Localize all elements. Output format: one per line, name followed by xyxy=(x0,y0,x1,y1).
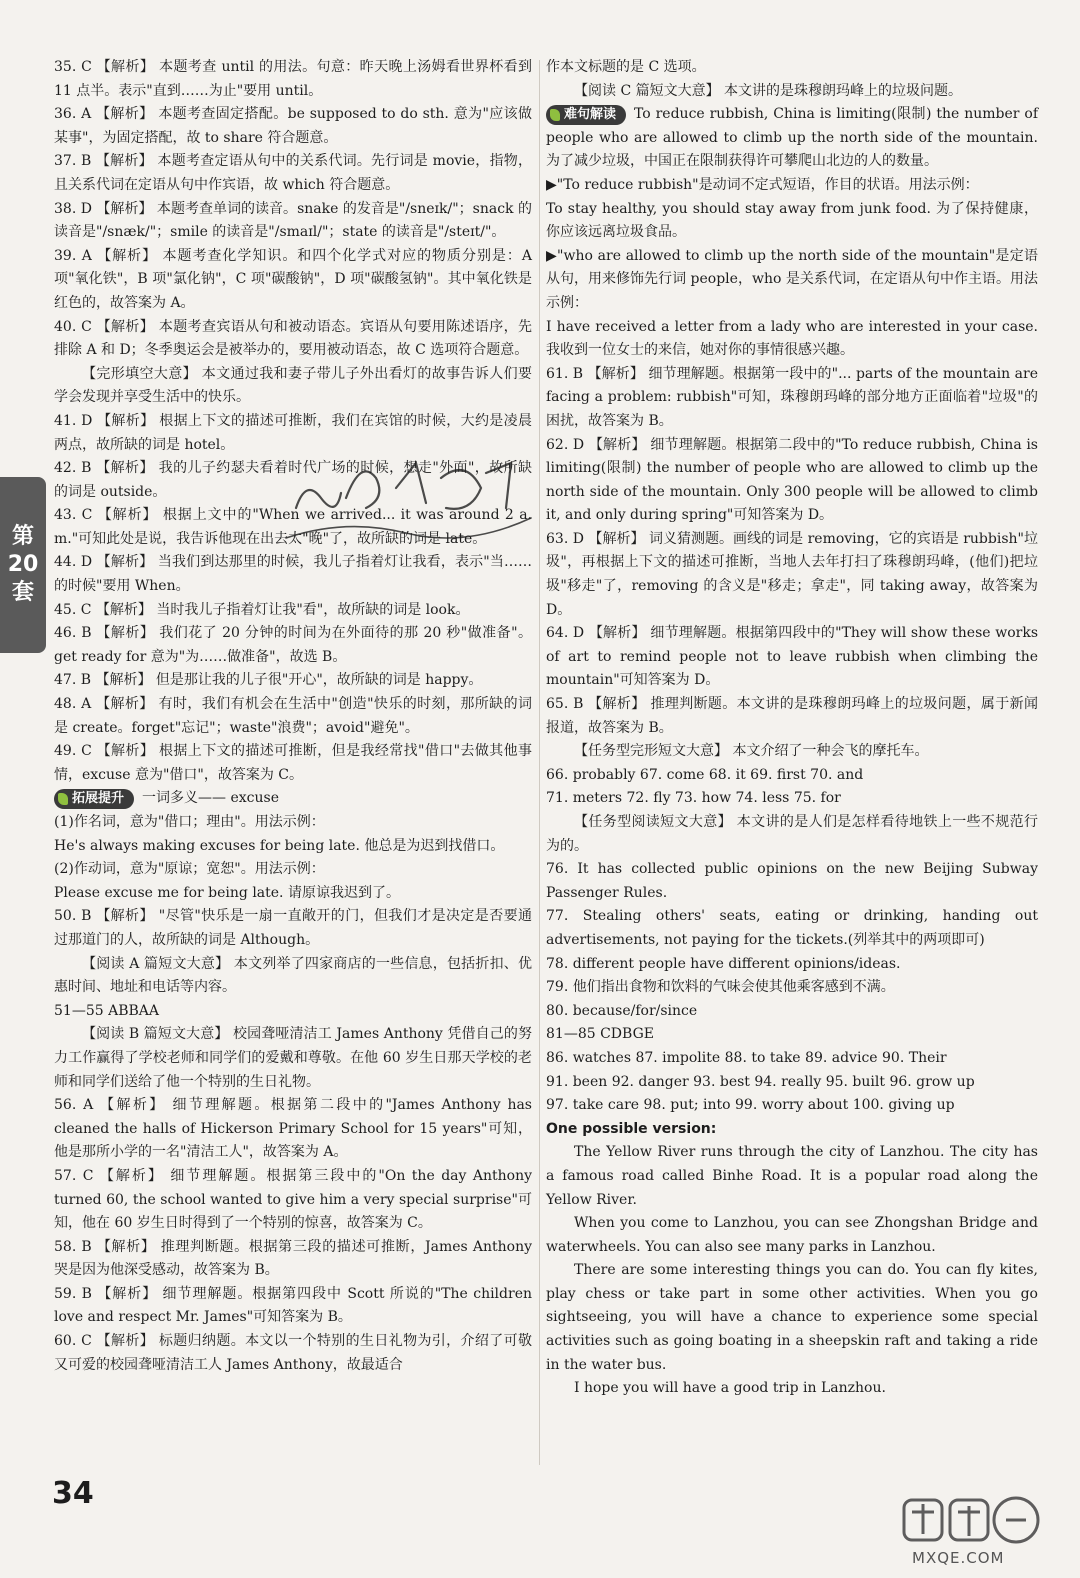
left-paragraph xyxy=(54,363,532,410)
left-paragraph xyxy=(54,1094,532,1165)
paragraph-text: 50. B 【解析】 "尽管"快乐是一扇一直敞开的门，但我们才是决定是否要通过那道门的人，故所缺的词是 Although。 xyxy=(54,908,532,948)
paragraph-text: The Yellow River runs through the city of Lanzhou. The city has a famous road called Binhe Road. It is a popular road along the Yellow River. xyxy=(546,1144,1038,1208)
paragraph-text: 62. D 【解析】 细节理解题。根据第二段中的"To reduce rubbish, China is limiting(限制) the number of people who are allowed to climb up the north side of the mountain. Only 300 people will be allowed to climb it, and only during spring"可知答案为 D。 xyxy=(546,436,1038,524)
paragraph-text: 77. Stealing others' seats, eating or drinking, handing out advertisements, not paying for the tickets.(列举其中的两项即可) xyxy=(546,908,1038,948)
right-paragraph xyxy=(546,976,1038,1000)
right-paragraph xyxy=(546,174,1038,198)
right-paragraph xyxy=(546,1212,1038,1259)
paragraph-text: 58. B 【解析】 推理判断题。根据第三段的描述可推断，James Anthony 哭是因为他深受感动，故答案为 B。 xyxy=(54,1238,532,1279)
right-paragraph xyxy=(546,905,1038,952)
right-paragraph xyxy=(546,1118,1038,1142)
paragraph-text: 71. meters 72. fly 73. how 74. less 75. for xyxy=(546,790,841,807)
left-column xyxy=(54,56,532,1377)
paragraph-text: 36. A 【解析】 本题考查固定搭配。be supposed to do sth. 意为"应该做某事"，为固定搭配，故 to share 符合题意。 xyxy=(54,106,532,146)
paragraph-text: 86. watches 87. impolite 88. to take 89. advice 90. Their xyxy=(546,1049,947,1066)
paragraph-text: 39. A 【解析】 本题考查化学知识。和四个化学式对应的物质分别是：A 项"氧化铁"，B 项"氯化钠"，C 项"碳酸钠"，D 项"碳酸氢钠"。其中氧化铁是红色的，故答案为 A。 xyxy=(54,247,532,311)
paragraph-text: 79. 他们指出食物和饮料的气味会使其他乘客感到不满。 xyxy=(546,979,895,996)
paragraph-text: 60. C 【解析】 标题归纳题。本文以一个特别的生日礼物为引，介绍了可敬又可爱的校园聋哑清洁工人 James Anthony，故最适合 xyxy=(54,1333,532,1373)
paragraph-text: 56. A 【解析】 细节理解题。根据第二段中的"James Anthony has cleaned the halls of Hickerson Primary School for 15 years"可知，他是那所小学的一名"清洁工人"，故答案为 A。 xyxy=(54,1097,532,1161)
paragraph-text: He's always making excuses for being late. 他总是为迟到找借口。 xyxy=(54,837,505,854)
paragraph-text: 【完形填空大意】 本文通过我和妻子带儿子外出看灯的故事告诉人们要学会发现并享受生活中的快乐。 xyxy=(54,365,532,406)
right-paragraph xyxy=(546,363,1038,434)
paragraph-text: 61. B 【解析】 细节理解题。根据第一段中的"... parts of the mountain are facing a problem: rubbish"可知，珠穆朗玛峰的部分地方正面临着"垃圾"的困扰，故答案为 B。 xyxy=(546,365,1038,429)
right-paragraph xyxy=(546,1047,1038,1071)
right-paragraph xyxy=(546,80,1038,104)
paragraph-text: 37. B 【解析】 本题考查定语从句中的关系代词。先行词是 movie，指物，且关系代词在定语从句中作宾语，故 which 符合题意。 xyxy=(54,153,532,193)
left-paragraph xyxy=(54,316,532,363)
paragraph-text: 59. B 【解析】 细节理解题。根据第四段中 Scott 所说的"The children love and respect Mr. James"可知答案为 B。 xyxy=(54,1285,532,1326)
paragraph-text: 43. C 【解析】 根据上文中的"When we arrived... it was around 2 a. m."可知此处是说，我告诉他现在出去太"晚"了，故所缺的词是 late。 xyxy=(54,507,532,547)
left-paragraph xyxy=(54,835,532,859)
section-side-tab xyxy=(0,477,46,653)
paragraph-text: 49. C 【解析】 根据上下文的描述可推断，但是我经常找"借口"去做其他事情，excuse 意为"借口"，故答案为 C。 xyxy=(54,743,532,783)
left-paragraph xyxy=(54,1236,532,1283)
paragraph-text: 【任务型完形短文大意】 本文介绍了一种会飞的摩托车。 xyxy=(574,743,929,760)
right-paragraph xyxy=(546,245,1038,316)
paragraph-text: (2)作动词，意为"原谅；宽恕"。用法示例： xyxy=(54,861,325,878)
left-paragraph xyxy=(54,1023,532,1094)
paragraph-text: 一词多义—— excuse xyxy=(142,790,279,807)
left-paragraph xyxy=(54,740,532,787)
right-paragraph xyxy=(546,198,1038,245)
paragraph-text: 81—85 CDBGE xyxy=(546,1026,654,1043)
paragraph-text: 80. because/for/since xyxy=(546,1002,698,1019)
left-paragraph xyxy=(54,622,532,669)
left-paragraph xyxy=(54,1000,532,1024)
paragraph-text: 57. C 【解析】 细节理解题。根据第三段中的"On the day Anthony turned 60, the school wanted to give him a very special surprise"可知，他在 60 岁生日时得到了一个特别的惊喜，故答案为 C。 xyxy=(54,1167,532,1232)
left-paragraph xyxy=(54,599,532,623)
paragraph-text: 38. D 【解析】 本题考查单词的读音。snake 的发音是"/sneɪk/"；snack 的读音是"/snæk/"；smile 的读音是"/smaɪl/"；state 的读音是"/steɪt/"。 xyxy=(54,200,532,241)
right-paragraph xyxy=(546,56,1038,80)
section-badge: 拓展提升 xyxy=(54,789,134,809)
paragraph-text: 作本文标题的是 C 选项。 xyxy=(546,59,706,75)
paragraph-text: To reduce rubbish, China is limiting(限制) the number of people who are allowed to climb up the north side of the mountain. 为了减少垃圾，中国正在限制获得许可攀爬山北边的人的数量。 xyxy=(546,106,1038,170)
paragraph-text: ▶"To reduce rubbish"是动词不定式短语，作目的状语。用法示例： xyxy=(546,176,979,193)
right-paragraph xyxy=(546,1094,1038,1118)
paragraph-text: ▶"who are allowed to climb up the north side of the mountain"是定语从句，用来修饰先行词 people，who 是关系代词，在定语从句中作主语。用法示例： xyxy=(546,247,1038,311)
paragraph-text: 65. B 【解析】 推理判断题。本文讲的是珠穆朗玛峰上的垃圾问题，属于新闻报道，故答案为 B。 xyxy=(546,696,1038,736)
side-tab-line-1: 第 xyxy=(11,524,34,549)
paragraph-text: Please excuse me for being late. 请原谅我迟到了。 xyxy=(54,884,400,901)
paragraph-text: 47. B 【解析】 但是那让我的儿子很"开心"，故所缺的词是 happy。 xyxy=(54,672,483,689)
left-paragraph xyxy=(54,103,532,150)
paragraph-text: 51—55 ABBAA xyxy=(54,1002,159,1019)
left-paragraph xyxy=(54,905,532,952)
paragraph-text: I have received a letter from a lady who are interested in your case. 我收到一位女士的来信，她对你的事情很感兴趣。 xyxy=(546,318,1038,359)
right-paragraph xyxy=(546,103,1038,174)
paragraph-text: 78. different people have different opinions/ideas. xyxy=(546,955,901,972)
right-paragraph xyxy=(546,1259,1038,1377)
left-paragraph xyxy=(54,150,532,197)
right-paragraph xyxy=(546,316,1038,363)
paragraph-text: 46. B 【解析】 我们花了 20 分钟的时间为在外面待的那 20 秒"做准备"。get ready for 意为"为……做准备"，故选 B。 xyxy=(54,625,532,665)
right-paragraph xyxy=(546,811,1038,858)
paragraph-text: 91. been 92. danger 93. best 94. really 95. built 96. grow up xyxy=(546,1073,975,1090)
column-divider xyxy=(539,60,540,1465)
right-paragraph xyxy=(546,1000,1038,1024)
paragraph-text: One possible version: xyxy=(546,1120,717,1137)
left-paragraph xyxy=(54,882,532,906)
side-tab-line-2: 20 xyxy=(7,552,39,577)
paragraph-text: 【阅读 C 篇短文大意】 本文讲的是珠穆朗玛峰上的垃圾问题。 xyxy=(574,82,963,99)
left-paragraph xyxy=(54,811,532,835)
left-paragraph xyxy=(54,1330,532,1377)
left-paragraph xyxy=(54,787,532,811)
right-paragraph xyxy=(546,528,1038,622)
right-paragraph xyxy=(546,740,1038,764)
right-paragraph xyxy=(546,858,1038,905)
right-column xyxy=(546,56,1038,1401)
left-paragraph xyxy=(54,56,532,103)
paragraph-text: 66. probably 67. come 68. it 69. first 70. and xyxy=(546,766,864,783)
paragraph-text: 【任务型阅读短文大意】 本文讲的是人们是怎样看待地铁上一些不规范行为的。 xyxy=(546,814,1038,854)
left-paragraph xyxy=(54,198,532,245)
paragraph-text: 44. D 【解析】 当我们到达那里的时候，我儿子指着灯让我看，表示"当……的时候"要用 When。 xyxy=(54,554,532,595)
side-tab-line-3: 套 xyxy=(11,580,34,605)
right-paragraph xyxy=(546,787,1038,811)
right-paragraph xyxy=(546,764,1038,788)
paragraph-text: 41. D 【解析】 根据上下文的描述可推断，我们在宾馆的时候，大约是凌晨两点，故所缺的词是 hotel。 xyxy=(54,412,532,453)
paragraph-text: (1)作名词，意为"借口；理由"。用法示例： xyxy=(54,814,325,830)
left-paragraph xyxy=(54,858,532,882)
paragraph-text: 97. take care 98. put; into 99. worry about 100. giving up xyxy=(546,1097,955,1114)
watermark-stamp xyxy=(276,418,536,568)
paragraph-text: 76. It has collected public opinions on the new Beijing Subway Passenger Rules. xyxy=(546,861,1038,901)
paragraph-text: 63. D 【解析】 词义猜测题。画线的词是 removing，它的宾语是 rubbish"垃圾"，再根据上下文的描述可推断，当地人去年打扫了珠穆朗玛峰，(他们)把垃圾"移走"了，removing 的含义是"移走；拿走"，同 taking away，故答案为 D。 xyxy=(546,530,1038,618)
paragraph-text: 42. B 【解析】 我的儿子约瑟夫看着时代广场的时候，想走"外面"，故所缺的词是 outside。 xyxy=(54,460,532,500)
right-paragraph xyxy=(546,693,1038,740)
left-paragraph xyxy=(54,245,532,316)
paragraph-text: 【阅读 A 篇短文大意】 本文列举了四家商店的一些信息，包括折扣、优惠时间、地址和电话等内容。 xyxy=(54,955,532,996)
paragraph-text: There are some interesting things you can do. You can fly kites, play chess or take part in some other activities. When you go sightseeing, you will have a chance to experience some special activities such as going boating in a sheepskin raft and taking a ride in the water bus. xyxy=(546,1262,1038,1373)
section-badge: 难句解读 xyxy=(546,105,626,125)
paragraph-text: 48. A 【解析】 有时，我们有机会在生活中"创造"快乐的时刻，那所缺的词是 create。forget"忘记"；waste"浪费"；avoid"避免"。 xyxy=(54,696,532,736)
paragraph-text: 45. C 【解析】 当时我儿子指着灯让我"看"，故所缺的词是 look。 xyxy=(54,601,470,618)
left-paragraph xyxy=(54,1165,532,1236)
paragraph-text: When you come to Lanzhou, you can see Zhongshan Bridge and waterwheels. You can also see many parks in Lanzhou. xyxy=(546,1215,1038,1255)
paragraph-text: 【阅读 B 篇短文大意】 校园聋哑清洁工 James Anthony 凭借自己的努力工作赢得了学校老师和同学们的爱戴和尊敬。在他 60 岁生日那天学校的老师和同学们送给了他一个特别的生日礼物。 xyxy=(54,1026,532,1090)
right-paragraph xyxy=(546,1141,1038,1212)
page-number: 34 xyxy=(52,1476,94,1511)
paragraph-text: 40. C 【解析】 本题考查宾语从句和被动语态。宾语从句要用陈述语序，先排除 A 和 D；冬季奥运会是被举办的，要用被动语态，故 C 选项符合题意。 xyxy=(54,318,532,359)
right-paragraph xyxy=(546,434,1038,528)
left-paragraph xyxy=(54,693,532,740)
right-paragraph xyxy=(546,622,1038,693)
right-paragraph xyxy=(546,1023,1038,1047)
right-paragraph xyxy=(546,953,1038,977)
paragraph-text: I hope you will have a good trip in Lanzhou. xyxy=(574,1380,886,1397)
left-paragraph xyxy=(54,1283,532,1330)
paragraph-text: To stay healthy, you should stay away from junk food. 为了保持健康，你应该远离垃圾食品。 xyxy=(546,200,1038,241)
site-logo-text: MXQE.COM xyxy=(912,1549,1005,1567)
paragraph-text: 35. C 【解析】 本题考查 until 的用法。句意：昨天晚上汤姆看世界杯看到 11 点半。表示"直到……为止"要用 until。 xyxy=(54,59,532,99)
left-paragraph xyxy=(54,669,532,693)
left-paragraph xyxy=(54,953,532,1000)
right-paragraph xyxy=(546,1071,1038,1095)
paragraph-text: 64. D 【解析】 细节理解题。根据第四段中的"They will show these works of art to remind people not to leave rubbish when climbing the mountain"可知答案为 D。 xyxy=(546,625,1038,689)
right-paragraph xyxy=(546,1377,1038,1401)
